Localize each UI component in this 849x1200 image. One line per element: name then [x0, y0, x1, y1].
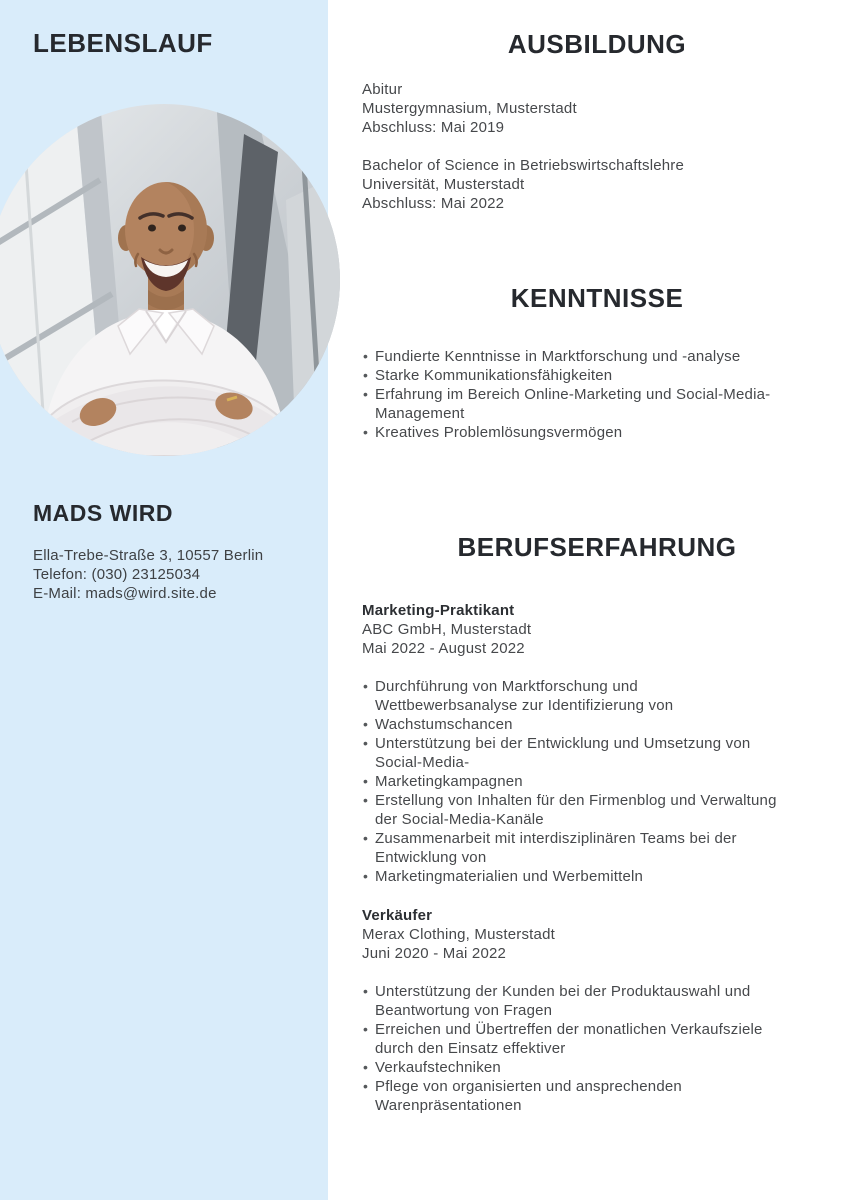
- section-heading-education: AUSBILDUNG: [507, 29, 687, 59]
- skill-item: • Fundierte Kenntnisse in Marktforschung und -analyse: [362, 347, 782, 366]
- job-bullet: • Unterstützung der Kunden bei der Produktauswahl und Beantwortung von Fragen: [362, 982, 782, 1020]
- job-bullet: • Wachstumschancen: [362, 715, 782, 734]
- job-title: Verkäufer: [362, 907, 433, 924]
- job-bullet: • Durchführung von Marktforschung und Wettbewerbsanalyse zur Identifizierung von: [362, 677, 782, 715]
- job-title: Marketing-Praktikant: [362, 602, 515, 619]
- job-header: [362, 906, 822, 963]
- job-period: Mai 2022 - August 2022: [362, 640, 525, 657]
- section-heading-experience: BERUFSERFAHRUNG: [457, 532, 737, 562]
- contact-address: Ella-Trebe-Straße 3, 10557 Berlin: [33, 547, 264, 564]
- page-title: LEBENSLAUF: [33, 28, 213, 58]
- job-bullet: • Erreichen und Übertreffen der monatlichen Verkaufsziele durch den Einsatz effektiver: [362, 1020, 782, 1058]
- education-entry: [362, 156, 822, 213]
- job-bullet-list: [362, 677, 782, 886]
- job-bullet: • Erstellung von Inhalten für den Firmenblog und Verwaltung der Social-Media-Kanäle: [362, 791, 782, 829]
- contact-phone: Telefon: (030) 23125034: [33, 566, 201, 583]
- skill-item: • Starke Kommunikationsfähigkeiten: [362, 366, 782, 385]
- education-date: Abschluss: Mai 2019: [362, 119, 505, 136]
- job-period: Juni 2020 - Mai 2022: [362, 945, 507, 962]
- job-header: [362, 601, 822, 658]
- skill-item: • Kreatives Problemlösungsvermögen: [362, 423, 782, 442]
- main-content: [362, 0, 832, 1200]
- job-bullet: • Unterstützung bei der Entwicklung und Umsetzung von Social-Media-: [362, 734, 782, 772]
- education-entry: [362, 80, 822, 137]
- sidebar: [0, 0, 328, 1200]
- job-company: ABC GmbH, Musterstadt: [362, 621, 532, 638]
- job-bullet-list: [362, 982, 782, 1115]
- job-bullet: • Marketingkampagnen: [362, 772, 782, 791]
- skills-list: [362, 347, 782, 442]
- profile-photo: [0, 104, 340, 456]
- section-heading-skills: KENNTNISSE: [510, 283, 684, 313]
- education-degree: Abitur: [362, 81, 403, 98]
- contact-email: E-Mail: mads@wird.site.de: [33, 585, 217, 602]
- job-bullet: • Pflege von organisierten und ansprechenden Warenpräsentationen: [362, 1077, 782, 1115]
- job-bullet: • Zusammenarbeit mit interdisziplinären Teams bei der Entwicklung von: [362, 829, 782, 867]
- contact-block: [33, 546, 313, 603]
- job-company: Merax Clothing, Musterstadt: [362, 926, 555, 943]
- education-date: Abschluss: Mai 2022: [362, 195, 505, 212]
- education-school: Mustergymnasium, Musterstadt: [362, 100, 577, 117]
- portrait-photo-image: [0, 104, 340, 456]
- job-bullet: • Verkaufstechniken: [362, 1058, 782, 1077]
- name-heading: MADS WIRD: [33, 500, 173, 526]
- education-block: [362, 80, 822, 232]
- education-degree: Bachelor of Science in Betriebswirtschaftslehre: [362, 157, 685, 174]
- job-bullet: • Marketingmaterialien und Werbemitteln: [362, 867, 782, 886]
- skill-item: • Erfahrung im Bereich Online-Marketing und Social-Media-Management: [362, 385, 782, 423]
- education-school: Universität, Musterstadt: [362, 176, 525, 193]
